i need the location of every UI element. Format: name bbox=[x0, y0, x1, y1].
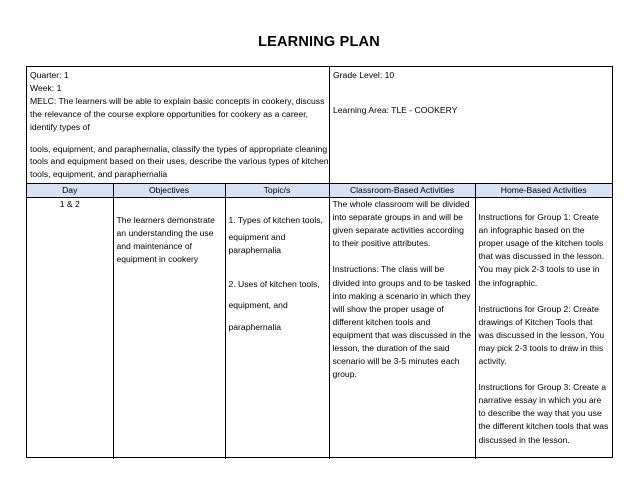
learning-plan-sheet bbox=[26, 66, 613, 458]
classroom-activity-2: Instructions: The class will be divided into groups and to be tasked into making a scenario in which they will show the proper usage of different kitchen tools and equipment that was discussed in the lesson, the duration of the said scenario will be 3-5 minutes each group. bbox=[332, 264, 472, 380]
classroom-activity-1: The whole classroom will be divided into separate groups in and will be given separate activities according to their positive attributes. bbox=[332, 199, 470, 249]
objectives-cell bbox=[113, 198, 225, 459]
melc-text-a: MELC: The learners will be able to explain basic concepts in cookery, discuss the relevance of the course explore opportunities for cookery as a career, identify types of bbox=[30, 95, 325, 132]
col-header-objectives: Objectives bbox=[113, 184, 225, 198]
topic-1b: equipment and paraphernalia bbox=[228, 232, 286, 256]
col-header-topics: Topic/s bbox=[225, 184, 329, 198]
day-cell: 1 & 2 bbox=[27, 198, 113, 459]
learning-area: Learning Area: TLE - COOKERY bbox=[333, 104, 458, 115]
col-header-home: Home-Based Activities bbox=[475, 184, 612, 198]
topic-2b: equipment, and bbox=[228, 300, 288, 311]
home-activity-3: Instructions for Group 3: Create a narrative essay in which you are to describe the way that you use the different kitchen tools that was discussed in the lesson. bbox=[478, 382, 609, 445]
grade-level: Grade Level: 10 bbox=[333, 70, 395, 80]
header-left bbox=[30, 69, 330, 181]
document-title: LEARNING PLAN bbox=[258, 34, 380, 50]
classroom-cell bbox=[329, 198, 475, 459]
home-activity-2: Instructions for Group 2: Create drawings of Kitchen Tools that was discussed in the lesson, You may pick 2-3 tools to draw in this activity. bbox=[478, 303, 605, 367]
plan-header bbox=[27, 67, 612, 184]
table-header-row bbox=[27, 184, 612, 198]
quarter: Quarter: 1 bbox=[30, 70, 69, 80]
plan-table bbox=[27, 184, 612, 459]
topics-cell bbox=[225, 198, 329, 459]
home-activity-1: Instructions for Group 1: Create an infographic based on the proper usage of the kitchen tools that was discussed in the lesson. You may pick 2-3 tools to use in the infographic. bbox=[478, 212, 605, 288]
col-header-day: Day bbox=[27, 184, 113, 198]
header-right bbox=[333, 69, 603, 117]
topic-2a: 2. Uses of kitchen tools, bbox=[228, 279, 320, 290]
objectives-text: The learners demonstrate an understanding the use and maintenance of equipment in cookery bbox=[116, 215, 215, 265]
topic-1a: 1. Types of kitchen tools, bbox=[228, 215, 323, 226]
col-header-classroom: Classroom-Based Activities bbox=[329, 184, 475, 198]
week: Week: 1 bbox=[30, 82, 62, 93]
topic-2c: paraphernalia bbox=[228, 321, 282, 332]
melc-text-b: tools, equipment, and paraphernalia, classify the types of appropriate cleaning tools and equipment based on their uses, describe the various types of kitchen tools, equipment, and paraphernalia bbox=[30, 143, 329, 180]
home-cell bbox=[475, 198, 612, 459]
table-row bbox=[27, 198, 612, 459]
header-divider bbox=[329, 67, 330, 184]
